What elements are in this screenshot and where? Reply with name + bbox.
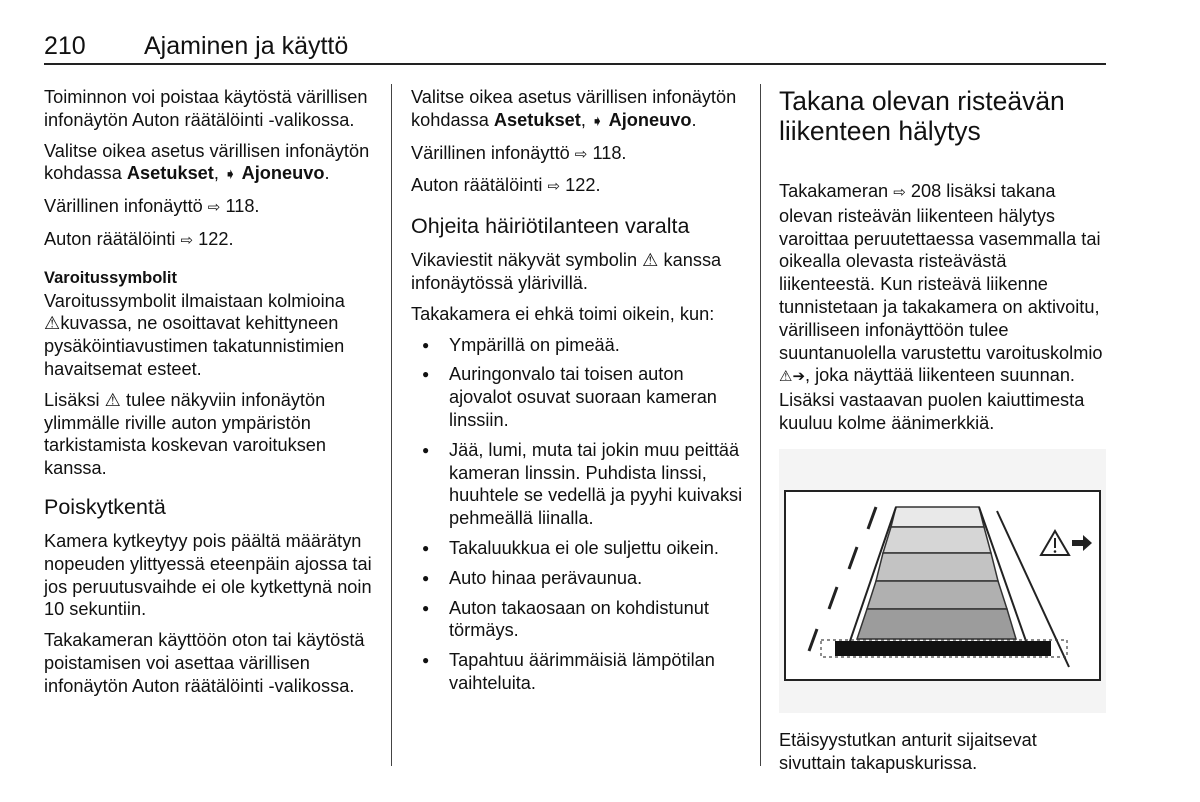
paragraph: Toiminnon voi poistaa käytöstä värillisen infonäytön Auton räätälöinti -valikossa. xyxy=(44,87,368,130)
reference-icon: ⇨ xyxy=(547,178,561,196)
cross-reference[interactable]: Värillinen infonäyttö ⇨ 118. xyxy=(44,196,260,217)
column-divider-2 xyxy=(760,84,761,766)
cross-reference[interactable]: Auton räätälöinti ⇨ 122. xyxy=(44,228,234,249)
header-rule xyxy=(44,63,1106,65)
reference-icon: ⇨ xyxy=(893,184,906,201)
column-1 xyxy=(44,86,374,706)
menu-ajoneuvo: Ajoneuvo xyxy=(241,163,325,184)
reference-icon: ⇨ xyxy=(207,199,221,217)
warning-triangle-icon: ⚠ xyxy=(642,250,659,271)
cross-reference[interactable]: Värillinen infonäyttö ⇨ 118. xyxy=(411,142,627,163)
warning-triangle-icon: ⚠ xyxy=(104,389,121,410)
warning-triangle-icon: ⚠ xyxy=(44,313,61,334)
menu-ajoneuvo: Ajoneuvo xyxy=(608,109,692,130)
figure-caption: Etäisyystutkan anturit sijaitsevat sivuttain takapuskurissa. xyxy=(779,729,1037,773)
list-item: ● Auto hinaa perävaunua. xyxy=(411,567,744,590)
section-title: Takana olevan risteävän liikenteen hälytys xyxy=(779,86,1065,146)
page-number: 210 xyxy=(44,32,86,60)
conditions-list xyxy=(411,334,744,695)
list-item: ● Takaluukkua ei ole suljettu oikein. xyxy=(411,537,744,560)
paragraph: Takakamera ei ehkä toimi oikein, kun: xyxy=(411,303,715,324)
paragraph: Kamera kytkeytyy pois päältä määrätyn nopeuden ylittyessä eteenpäin ajossa tai jos peruutusvaihde ei ole kytkettynä noin 10 sekuntiin. xyxy=(44,530,372,620)
column-2 xyxy=(411,86,744,702)
list-item: ● Jää, lumi, muta tai jokin muu peittää kameran linssin. Puhdista linssi, huuhtele se vedellä ja pyyhi kuivaksi pehmeällä liinalla. xyxy=(411,439,744,530)
heading-poiskytkenta: Poiskytkentä xyxy=(44,494,166,519)
column-3 xyxy=(779,86,1106,782)
paragraph: Valitse oikea asetus värillisen infonäytön kohdassa Asetukset, ➧ Ajoneuvo. xyxy=(411,87,737,130)
column-divider-1 xyxy=(391,84,392,766)
paragraph: Valitse oikea asetus värillisen infonäytön kohdassa Asetukset, ➧ Ajoneuvo. xyxy=(44,140,370,184)
arrow-icon: ➧ xyxy=(590,112,604,130)
menu-asetukset: Asetukset xyxy=(126,163,214,184)
rear-camera-illustration xyxy=(779,449,1106,713)
heading-ohjeita: Ohjeita häiriötilanteen varalta xyxy=(411,214,690,239)
reference-icon: ⇨ xyxy=(574,145,588,163)
paragraph: Takakameran ⇨ 208 lisäksi takana olevan risteävän liikenteen hälytys varoittaa peruutettaessa vasemmalla tai oikealla olevasta risteävästä liikenteestä. Kun risteävä liikenne tunnistetaan ja takakamera on aktivoitu, värilliseen infonäyttöön tulee suuntanuolella varustettu varoituskolmio ⚠➔, joka näyttää liikenteen suunnan. Lisäksi vastaavan puolen kaiuttimesta kuuluu kolme äänimerkkiä. xyxy=(779,181,1103,433)
camera-display-figure xyxy=(779,449,1106,713)
warning-arrow-icon: ⚠➔ xyxy=(779,368,806,386)
list-item: ● Auringonvalo tai toisen auton ajovalot osuvat suoraan kameran linssiin. xyxy=(411,363,744,431)
menu-asetukset: Asetukset xyxy=(493,109,581,130)
list-item: ● Ympärillä on pimeää. xyxy=(411,334,744,357)
paragraph: Varoitussymbolit ilmaistaan kolmioina ⚠kuvassa, ne osoittavat kehittyneen pysäköintiavustimen takatunnistimien havaitsemat esteet. xyxy=(44,290,345,379)
paragraph: Takakameran käyttöön oton tai käytöstä poistamisen voi asettaa värillisen infonäytön Auton räätälöinti -valikossa. xyxy=(44,630,365,696)
paragraph: Vikaviestit näkyvät symbolin ⚠ kanssa infonäytössä ylärivillä. xyxy=(411,250,722,293)
page-header xyxy=(44,30,1106,64)
cross-reference[interactable]: Auton räätälöinti ⇨ 122. xyxy=(411,175,601,196)
paragraph: Lisäksi ⚠ tulee näkyviin infonäytön ylimmälle riville auton ympäristön tarkistamista koskevan varoituksen kanssa. xyxy=(44,389,327,479)
subheading-varoitussymbolit: Varoitussymbolit xyxy=(44,268,177,287)
arrow-icon: ➧ xyxy=(223,166,237,184)
chapter-title: Ajaminen ja käyttö xyxy=(144,32,349,60)
list-item: ● Tapahtuu äärimmäisiä lämpötilan vaihteluita. xyxy=(411,649,744,695)
list-item: ● Auton takaosaan on kohdistunut törmäys. xyxy=(411,597,744,643)
reference-icon: ⇨ xyxy=(180,231,194,249)
